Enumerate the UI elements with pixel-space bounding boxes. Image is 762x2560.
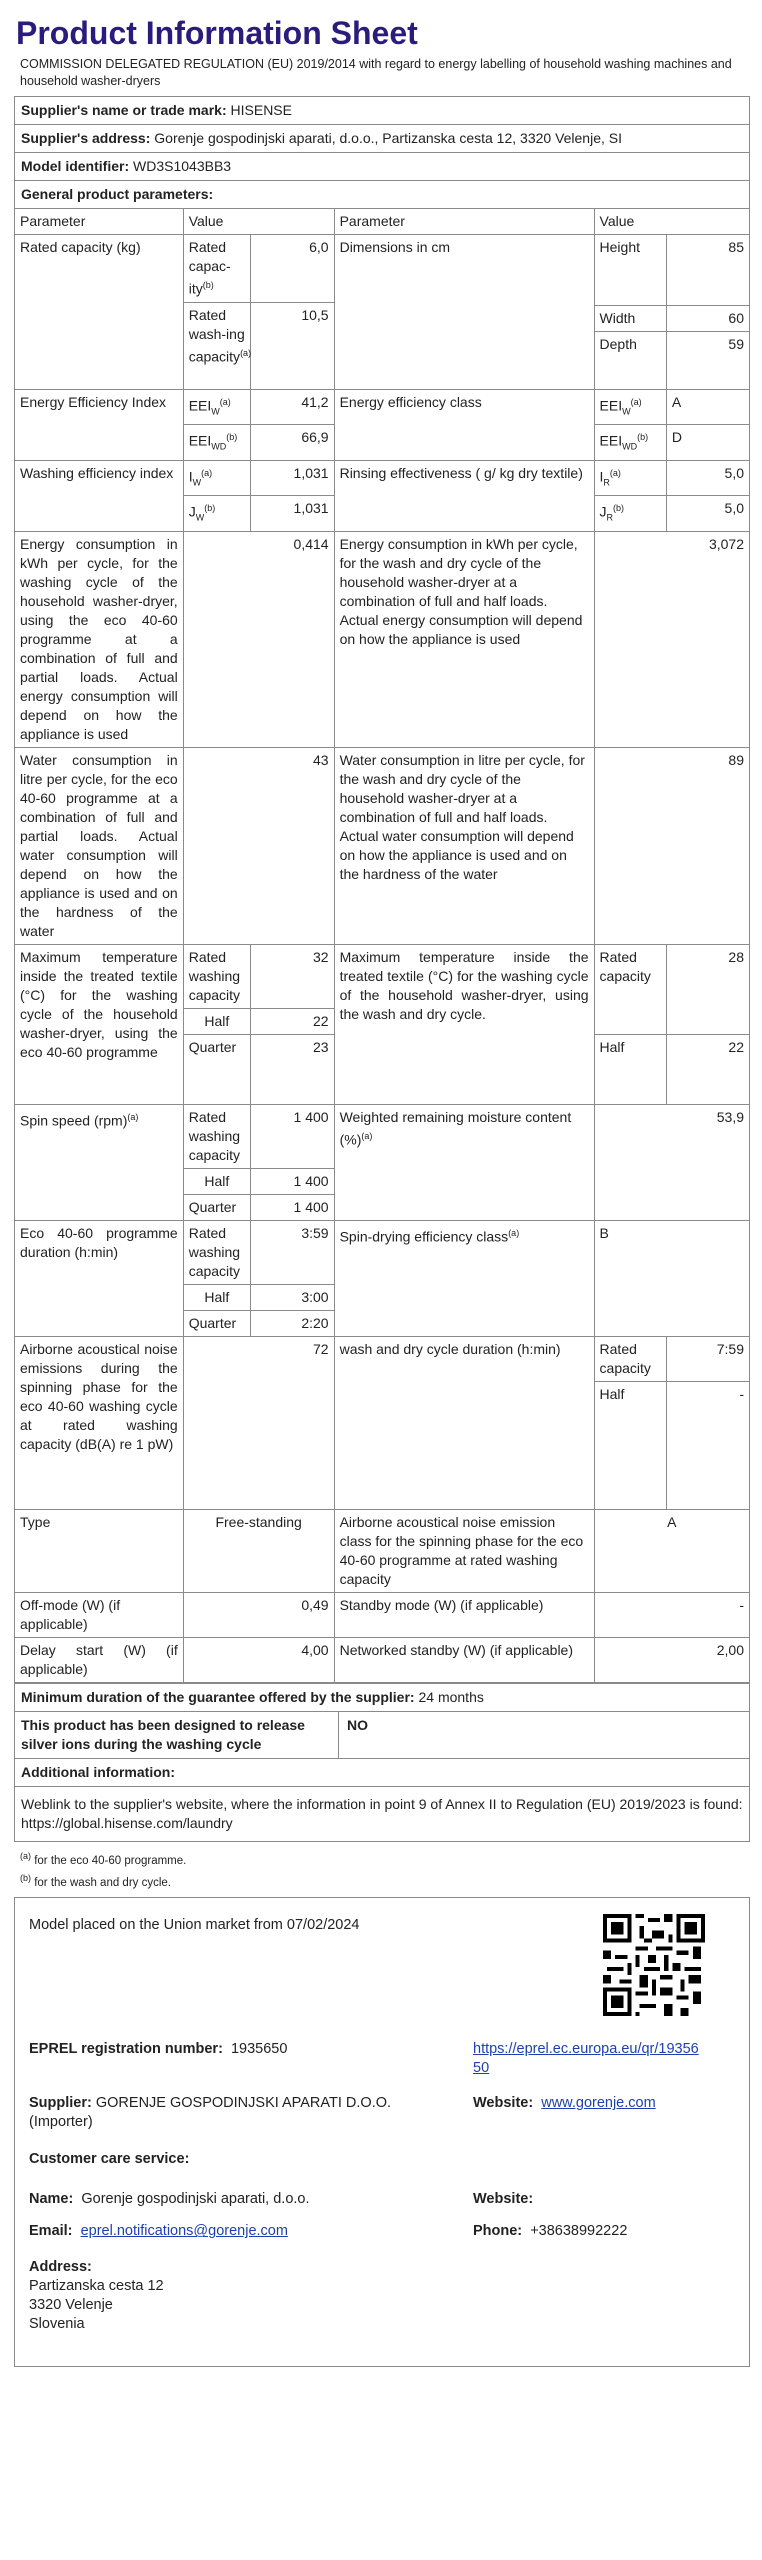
eei-wd-label bbox=[183, 425, 250, 460]
wd-duration-rated-value: 7:59 bbox=[666, 1336, 749, 1381]
rinse-b-label bbox=[594, 496, 666, 531]
eei-label: Energy Efficiency Index bbox=[15, 390, 183, 461]
silver-ions-row bbox=[15, 1712, 749, 1759]
water-wash-label: Water consumption in litre per cycle, for the eco 40-60 programme at a combination of full and partial loads. Actual water consumption will depend on how the appliance is used and on the hardness of the water bbox=[15, 747, 183, 944]
website-link[interactable]: www.gorenje.com bbox=[541, 2095, 656, 2112]
table-row bbox=[15, 747, 749, 944]
footnote-text: for the wash and dry cycle. bbox=[34, 1876, 171, 1889]
water-wd-label: Water consumption in litre per cycle, for the wash and dry cycle of the household washer-dryer at a combination of full and half loads. Actual water consumption will depend on how the appliance is used and on the hardness of the water bbox=[334, 747, 594, 944]
supplier-value: GORENJE GOSPODINJSKI APARATI D.O.O. (Importer) bbox=[29, 2095, 392, 2131]
eprel-panel bbox=[14, 1897, 750, 2367]
silver-ions-label: This product has been designed to release silver ions during the washing cycle bbox=[15, 1712, 339, 1758]
max-temp-wash-half-value: 22 bbox=[250, 1008, 334, 1034]
spin-quarter-value: 1 400 bbox=[250, 1194, 334, 1220]
rinse-b-sub: R bbox=[606, 512, 614, 523]
table-row bbox=[15, 390, 749, 425]
rinse-a-sub: R bbox=[603, 477, 610, 488]
placed-on-market-text: Model placed on the Union market from 07/02/2024 bbox=[29, 1917, 360, 1934]
additional-info-row bbox=[15, 1787, 749, 1841]
header-value-2: Value bbox=[594, 209, 749, 235]
rinse-a-value: 5,0 bbox=[666, 460, 749, 495]
website-row bbox=[473, 2094, 656, 2113]
spin-rated-value: 1 400 bbox=[250, 1104, 334, 1168]
additional-info-url: https://global.hisense.com/laundry bbox=[21, 1814, 233, 1831]
supplier-name-value: HISENSE bbox=[230, 102, 292, 118]
supplier-address-value: Gorenje gospodinjski aparati, d.o.o., Partizanska cesta 12, 3320 Velenje, SI bbox=[154, 130, 623, 146]
care-phone-row bbox=[473, 2222, 627, 2241]
footnote-mark: (b) bbox=[613, 503, 625, 514]
care-name-row bbox=[29, 2190, 310, 2209]
wash-eff-b-value: 1,031 bbox=[250, 496, 334, 531]
moisture-label-text: Weighted remaining moisture content (%) bbox=[339, 1108, 572, 1148]
eprel-registration-label: EPREL registration number: bbox=[29, 2041, 223, 2058]
footnote-mark: (b) bbox=[637, 432, 649, 443]
eco-duration-rated-value: 3:59 bbox=[250, 1220, 334, 1284]
max-temp-wd-half-label: Half bbox=[594, 1034, 666, 1104]
spin-half-value: 1 400 bbox=[250, 1168, 334, 1194]
type-value: Free-standing bbox=[183, 1509, 334, 1592]
wd-duration-half-label: Half bbox=[594, 1381, 666, 1509]
max-temp-wd-label: Maximum temperature inside the treated textile (°C) for the washing cycle of the household washer-dryer, using the wash and dry cycle. bbox=[334, 944, 594, 1104]
max-temp-wash-rated-value: 32 bbox=[250, 944, 334, 1008]
header-parameter: Parameter bbox=[15, 209, 183, 235]
spin-class-value: B bbox=[594, 1220, 749, 1336]
wash-eff-a-sub: W bbox=[192, 477, 202, 488]
eec-wd-sub: WD bbox=[622, 441, 638, 452]
parameters-table bbox=[15, 209, 749, 1683]
spin-class-label-text: Spin-drying efficiency class bbox=[339, 1228, 509, 1245]
eec-w-value: A bbox=[666, 390, 749, 425]
energy-wd-label: Energy consumption in kWh per cycle, for the wash and dry cycle of the household washer-dryer at a combination of full and half loads. Actual energy consumption will depend on how the appliance is used bbox=[334, 531, 594, 747]
dimensions-subtable bbox=[594, 235, 749, 390]
rinse-a-label bbox=[594, 460, 666, 495]
spin-quarter-label: Quarter bbox=[183, 1194, 250, 1220]
table-row bbox=[15, 235, 749, 303]
supplier-address-row bbox=[15, 125, 749, 153]
qr-code-icon[interactable] bbox=[603, 1914, 705, 2016]
footnote-mark: (a) bbox=[630, 397, 642, 407]
wd-duration-half-value: - bbox=[666, 1381, 749, 1509]
depth-label: Depth bbox=[595, 331, 667, 389]
eec-wd-value: D bbox=[666, 425, 749, 460]
spin-class-label bbox=[334, 1220, 594, 1336]
supplier-address-label: Supplier's address: bbox=[21, 130, 151, 146]
energy-wash-value: 0,414 bbox=[183, 531, 334, 747]
footnote-mark: (a) bbox=[219, 397, 231, 407]
networked-standby-value: 2,00 bbox=[594, 1637, 749, 1682]
address-line: Partizanska cesta 12 bbox=[29, 2278, 164, 2295]
max-temp-wash-quarter-label: Quarter bbox=[183, 1034, 250, 1104]
eco-duration-half-value: 3:00 bbox=[250, 1284, 334, 1310]
eec-w-label bbox=[594, 390, 666, 425]
wd-duration-rated-label: Rated capacity bbox=[594, 1336, 666, 1381]
footnote-b bbox=[20, 1870, 750, 1892]
eprel-registration bbox=[29, 2040, 287, 2059]
eco-duration-quarter-value: 2:20 bbox=[250, 1310, 334, 1336]
spin-rated-label: Rated washing capacity bbox=[183, 1104, 250, 1168]
table-row bbox=[15, 944, 749, 1008]
table-row bbox=[15, 1509, 749, 1592]
eei-w-text: EEI bbox=[188, 397, 212, 414]
noise-label: Airborne acoustical noise emissions during the spinning phase for the eco 40-60 washing cycle at rated washing capacity (dB(A) re 1 pW) bbox=[15, 1336, 183, 1509]
energy-wd-value: 3,072 bbox=[594, 531, 749, 747]
footnote-mark: (a) bbox=[361, 1130, 373, 1141]
eei-wd-value: 66,9 bbox=[250, 425, 334, 460]
silver-ions-value: NO bbox=[347, 1716, 368, 1733]
page-title: Product Information Sheet bbox=[16, 15, 418, 51]
additional-info-heading: Additional information: bbox=[15, 1759, 749, 1787]
website-label: Website: bbox=[473, 2095, 534, 2112]
energy-wash-label: Energy consumption in kWh per cycle, for the washing cycle of the household washer-dryer, using the eco 40-60 programme at a combination of full and partial loads. Actual energy consumption will depend on how the appliance is used bbox=[15, 531, 183, 747]
standby-value: - bbox=[594, 1592, 749, 1637]
table-row bbox=[15, 460, 749, 495]
max-temp-wash-half-label: Half bbox=[183, 1008, 250, 1034]
customer-care-heading: Customer care service: bbox=[29, 2151, 190, 2168]
wash-eff-a-text: I bbox=[188, 468, 193, 485]
water-wd-value: 89 bbox=[594, 747, 749, 944]
model-identifier-row bbox=[15, 153, 749, 181]
footnote-mark: (a) bbox=[201, 467, 213, 478]
model-identifier-value: WD3S1043BB3 bbox=[133, 158, 232, 174]
moisture-value: 53,9 bbox=[594, 1104, 749, 1220]
standby-label: Standby mode (W) (if applicable) bbox=[334, 1592, 594, 1637]
noise-class-value: A bbox=[594, 1509, 749, 1592]
moisture-label bbox=[334, 1104, 594, 1220]
care-phone-value: +38638992222 bbox=[530, 2223, 628, 2240]
type-label: Type bbox=[15, 1509, 183, 1592]
rated-capacity-sub1-value: 6,0 bbox=[250, 235, 334, 303]
table-row bbox=[15, 1220, 749, 1284]
width-label: Width bbox=[595, 305, 667, 331]
address-line: 3320 Velenje bbox=[29, 2297, 113, 2314]
eprel-registration-value: 1935650 bbox=[230, 2041, 288, 2058]
depth-value: 59 bbox=[667, 331, 749, 389]
guarantee-row bbox=[15, 1684, 749, 1712]
rinse-a-text: I bbox=[599, 468, 604, 485]
footnote-a bbox=[20, 1848, 750, 1870]
rinse-b-text: J bbox=[599, 504, 607, 521]
eco-duration-label: Eco 40-60 programme duration (h:min) bbox=[15, 1220, 183, 1336]
footnote-mark: (b) bbox=[204, 503, 216, 514]
eei-w-label bbox=[183, 390, 250, 425]
care-phone-label: Phone: bbox=[473, 2223, 523, 2240]
table-row bbox=[15, 1592, 749, 1637]
eco-duration-half-label: Half bbox=[183, 1284, 250, 1310]
max-temp-wd-rated-value: 28 bbox=[666, 944, 749, 1034]
footnotes bbox=[20, 1848, 750, 1892]
care-name-label: Name: bbox=[29, 2191, 74, 2208]
eei-w-value: 41,2 bbox=[250, 390, 334, 425]
care-email-row bbox=[29, 2222, 288, 2241]
footnote-mark: (b) bbox=[20, 1872, 31, 1883]
eprel-link[interactable]: https://eprel.ec.europa.eu/qr/1935650 bbox=[473, 2041, 699, 2077]
dimensions-label: Dimensions in cm bbox=[334, 235, 594, 390]
table-row bbox=[15, 531, 749, 747]
wash-eff-a-value: 1,031 bbox=[250, 460, 334, 495]
rated-capacity-sub2 bbox=[183, 303, 250, 390]
footnote-mark: (a) bbox=[240, 348, 252, 359]
rated-capacity-sub1-label: Rated capac-ity bbox=[188, 239, 231, 297]
eec-w-text: EEI bbox=[599, 397, 623, 414]
eco-duration-rated-label: Rated washing capacity bbox=[183, 1220, 250, 1284]
model-identifier-label: Model identifier: bbox=[21, 158, 130, 174]
max-temp-wash-rated-label: Rated washing capacity bbox=[183, 944, 250, 1008]
footnote-mark: (b) bbox=[226, 432, 238, 443]
header-value: Value bbox=[183, 209, 334, 235]
footnote-mark: (a) bbox=[508, 1227, 520, 1238]
max-temp-wd-half-value: 22 bbox=[666, 1034, 749, 1104]
off-mode-value: 0,49 bbox=[183, 1592, 334, 1637]
care-email-label: Email: bbox=[29, 2223, 73, 2240]
rinsing-effectiveness-label: Rinsing effectiveness ( g/ kg dry textile) bbox=[334, 460, 594, 531]
address-line: Slovenia bbox=[29, 2316, 85, 2333]
supplier-row bbox=[29, 2094, 454, 2132]
wash-eff-b-text: J bbox=[188, 504, 196, 521]
height-label: Height bbox=[595, 235, 667, 305]
wash-eff-b-sub: W bbox=[195, 512, 205, 523]
info-box bbox=[14, 96, 750, 1842]
off-mode-label: Off-mode (W) (if applicable) bbox=[15, 1592, 183, 1637]
header-parameter-2: Parameter bbox=[334, 209, 594, 235]
dimensions-inner bbox=[595, 235, 749, 389]
spin-label bbox=[15, 1104, 183, 1220]
eei-wd-sub: WD bbox=[211, 441, 227, 452]
guarantee-value: 24 months bbox=[418, 1688, 484, 1705]
wash-eff-a-label bbox=[183, 460, 250, 495]
rated-capacity-sub2-value: 10,5 bbox=[250, 303, 334, 390]
max-temp-wash-label: Maximum temperature inside the treated textile (°C) for the washing cycle of the household washer-dryer, using the eco 40-60 programme bbox=[15, 944, 183, 1104]
washing-efficiency-label: Washing efficiency index bbox=[15, 460, 183, 531]
eei-w-sub: W bbox=[211, 406, 220, 417]
supplier-name-label: Supplier's name or trade mark: bbox=[21, 102, 227, 118]
eec-w-sub: W bbox=[622, 406, 631, 417]
regulation-subtitle: COMMISSION DELEGATED REGULATION (EU) 2019/2014 with regard to energy labelling of household washing machines and household washer-dryers bbox=[20, 57, 732, 88]
care-website-label: Website: bbox=[473, 2191, 534, 2208]
care-email-link[interactable]: eprel.notifications@gorenje.com bbox=[80, 2223, 288, 2240]
spin-half-label: Half bbox=[183, 1168, 250, 1194]
footnote-text: for the eco 40-60 programme. bbox=[34, 1854, 187, 1867]
supplier-label: Supplier: bbox=[29, 2095, 92, 2112]
guarantee-label: Minimum duration of the guarantee offered by the supplier: bbox=[21, 1688, 415, 1705]
table-row bbox=[15, 1336, 749, 1381]
eco-duration-quarter-label: Quarter bbox=[183, 1310, 250, 1336]
footnote-mark: (b) bbox=[202, 280, 214, 290]
noise-value: 72 bbox=[183, 1336, 334, 1509]
footnote-mark: (a) bbox=[20, 1850, 31, 1861]
table-row bbox=[15, 1104, 749, 1168]
wash-eff-b-label bbox=[183, 496, 250, 531]
care-address-label: Address: bbox=[29, 2259, 92, 2276]
eec-wd-text: EEI bbox=[599, 433, 623, 450]
max-temp-wash-quarter-value: 23 bbox=[250, 1034, 334, 1104]
rated-capacity-sub1 bbox=[183, 235, 250, 303]
spin-label-text: Spin speed (rpm) bbox=[20, 1112, 128, 1129]
parameters-table-wrap bbox=[15, 209, 749, 1684]
max-temp-wd-rated-label: Rated capacity bbox=[594, 944, 666, 1034]
eei-wd-text: EEI bbox=[188, 433, 212, 450]
footnote-mark: (a) bbox=[127, 1111, 139, 1122]
rated-capacity-label: Rated capacity (kg) bbox=[15, 235, 183, 390]
networked-standby-label: Networked standby (W) (if applicable) bbox=[334, 1637, 594, 1682]
general-parameters-heading: General product parameters: bbox=[15, 181, 749, 209]
additional-info-text: Weblink to the supplier's website, where the information in point 9 of Annex II to Regulation (EU) 2019/2023 is found: bbox=[21, 1795, 743, 1812]
table-header-row bbox=[15, 209, 749, 235]
care-name-value: Gorenje gospodinjski aparati, d.o.o. bbox=[81, 2191, 310, 2208]
noise-class-label: Airborne acoustical noise emission class for the spinning phase for the eco 40-60 programme at rated washing capacity bbox=[334, 1509, 594, 1592]
wd-duration-label: wash and dry cycle duration (h:min) bbox=[334, 1336, 594, 1509]
water-wash-value: 43 bbox=[183, 747, 334, 944]
delay-start-label: Delay start (W) (if applicable) bbox=[15, 1637, 183, 1682]
delay-start-value: 4,00 bbox=[183, 1637, 334, 1682]
rinse-b-value: 5,0 bbox=[666, 496, 749, 531]
width-value: 60 bbox=[667, 305, 749, 331]
table-row bbox=[15, 1637, 749, 1682]
height-value: 85 bbox=[667, 235, 749, 305]
rated-capacity-sub2-label: Rated wash-ing capacity bbox=[188, 307, 245, 366]
footnote-mark: (a) bbox=[609, 467, 621, 478]
eec-wd-label bbox=[594, 425, 666, 460]
care-address bbox=[29, 2258, 164, 2334]
eec-label: Energy efficiency class bbox=[334, 390, 594, 461]
supplier-name-row bbox=[15, 97, 749, 125]
